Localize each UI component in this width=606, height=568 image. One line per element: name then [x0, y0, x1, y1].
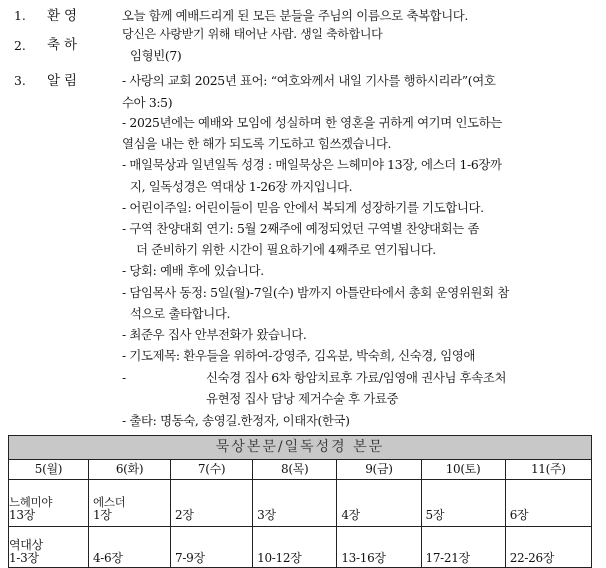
section-number-birthday: 2.: [14, 38, 26, 53]
notice-childrens-day: - 어린이주일: 어린이들이 믿음 안에서 복되게 성장하기를 기도합니다.: [122, 200, 484, 215]
notice-travel: - 출타: 명동숙, 송영길.한정자, 이태자(한국): [122, 413, 350, 428]
meditation-chapter: 5장: [425, 508, 445, 522]
meditation-cell: [253, 480, 337, 527]
birthday-name: 임형빈(7): [130, 48, 182, 63]
section-number-welcome: 1.: [14, 8, 26, 23]
reading-chapter: 17-21장: [425, 551, 470, 565]
welcome-text: 오늘 함께 예배드리게 된 모든 분들을 주님의 이름으로 축복합니다.: [122, 8, 469, 23]
notice-motto: - 사랑의 교회 2025년 표어: “여호와께서 내일 기사를 행하시리라”(여호: [122, 73, 496, 88]
notice-prayer-detail-2: 유현정 집사 담낭 제거수술 후 가료중: [206, 391, 399, 406]
meditation-cell: [421, 480, 505, 527]
meditation-chapter: 3장: [257, 508, 276, 522]
meditation-cell: [88, 480, 170, 527]
reading-chapter: 10-12장: [257, 551, 302, 565]
day-header: 5(월): [9, 460, 89, 480]
reading-cell: [88, 527, 170, 568]
reading-cell: [337, 527, 421, 568]
notice-pastor: - 담임목사 동정: 5일(월)-7일(수) 밤까지 아틀란타에서 총회 운영위원회 참: [122, 285, 509, 300]
birthday-text: 당신은 사랑받기 위해 태어난 사람. 생일 축하합니다: [122, 27, 383, 41]
reading-cell: [253, 527, 337, 568]
meditation-chapter: 4장: [341, 508, 360, 522]
meditation-chapter: 6장: [509, 508, 529, 522]
notice-prayer-dash: -: [122, 370, 126, 385]
meditation-book: 에스더: [92, 495, 126, 509]
meditation-cell: [9, 480, 89, 527]
day-header: 8(목): [253, 460, 337, 480]
reading-chapter: 7-9장: [175, 551, 205, 565]
notice-prayer: - 기도제목: 환우들을 위하여-강영주, 김옥분, 박숙희, 신숙경, 임영애: [122, 348, 476, 363]
meditation-cell: [505, 480, 591, 527]
section-heading-birthday: 축하: [47, 37, 82, 53]
reading-cell: [171, 527, 253, 568]
reading-table: [8, 435, 592, 568]
section-heading-news: 알림: [47, 73, 82, 89]
notice-motto-cont: 수아 3:5): [122, 95, 173, 110]
notice-2025-cont: 열심을 내는 한 해가 되도록 기도하고 힘쓰겠습니다.: [122, 136, 392, 151]
reading-chapter: 4-6장: [92, 551, 123, 565]
notice-daily-reading-cont: 지, 일독성경은 역대상 1-26장 까지입니다.: [130, 179, 353, 194]
day-header: 10(토): [421, 460, 505, 480]
meditation-row: [9, 480, 592, 527]
reading-cell: [421, 527, 505, 568]
notice-session: - 당회: 예배 후에 있습니다.: [122, 263, 264, 278]
notice-choir-contest: - 구역 찬양대회 연기: 5월 2째주에 예정되었던 구역별 찬양대회는 좀: [122, 221, 480, 236]
reading-cell: [9, 527, 89, 568]
notice-call: - 최준우 집사 안부전화가 왔습니다.: [122, 327, 307, 342]
reading-row: [9, 527, 592, 568]
day-header: 6(화): [88, 460, 170, 480]
reading-book: 역대상: [9, 538, 43, 552]
day-header: 9(금): [337, 460, 421, 480]
notice-choir-contest-cont: 더 준비하기 위한 시간이 필요하기에 4째주로 연기됩니다.: [136, 242, 436, 257]
meditation-chapter: 2장: [175, 508, 194, 522]
meditation-cell: [337, 480, 421, 527]
meditation-book: 느헤미야: [9, 495, 53, 509]
meditation-chapter: 13장: [9, 508, 35, 522]
notice-daily-reading: - 매일묵상과 일년일독 성경 : 매일묵상은 느헤미야 13장, 에스더 1-6장까: [122, 157, 502, 172]
reading-cell: [505, 527, 591, 568]
day-header: 7(수): [171, 460, 253, 480]
notice-pastor-cont: 석으로 출타합니다.: [130, 306, 231, 321]
meditation-chapter: 1장: [92, 508, 112, 522]
day-header: 11(주): [505, 460, 591, 480]
section-number-news: 3.: [14, 73, 26, 88]
reading-chapter: 22-26장: [509, 551, 555, 565]
meditation-cell: [171, 480, 253, 527]
notice-prayer-detail-1: 신숙경 집사 6차 항암치료후 가료/임영애 권사님 후속조처: [206, 370, 507, 385]
reading-chapter: 13-16장: [341, 551, 386, 565]
reading-table-title: 묵상본문/일독성경 본문: [9, 436, 592, 460]
reading-chapter: 1-3장: [9, 551, 39, 565]
section-heading-welcome: 환영: [47, 8, 82, 24]
notice-2025: - 2025년에는 예배와 모임에 성실하며 한 영혼을 귀하게 여기며 인도하는: [122, 115, 502, 130]
